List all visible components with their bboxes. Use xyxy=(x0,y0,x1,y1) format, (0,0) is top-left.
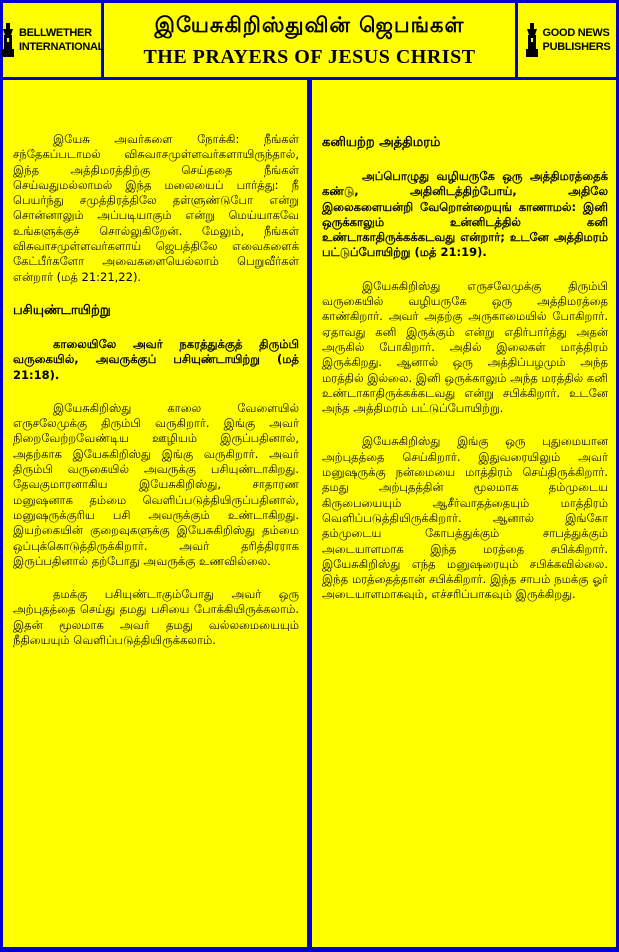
logo-line-2: PUBLISHERS xyxy=(542,41,611,53)
body-paragraph: இயேசுகிறிஸ்து எருசலேமுக்கு திரும்பி வருகையில் வழியருகே ஒரு அத்திமரத்தை காண்கிறார். அவர் அதற்கு அருகாமையில் போகிறார். ஏதாவது கனி இருக்கும் என்று எதிர்பார்த்து அதன் அருகில் போகிறார். அதில் இலைகள் மாத்திரம் இருக்கிறது. ஆனால் ஒரு அத்திப்பழமும் அந்த மரத்தில் இல்லை. இனி ஒருக்காலும் அந்த மரத்தில் கனி உண்டாகாதிருக்கக்கடவது என்று சபிக்கிறார். உடனே அந்த அத்திமரம் பட்டுப்போயிற்று. xyxy=(322,278,608,416)
section-heading: கனியற்ற அத்திமரம் xyxy=(322,135,441,150)
right-column xyxy=(312,80,616,947)
intro-paragraph: இயேசு அவர்களை நோக்கி: நீங்கள் சந்தேகப்படாமல் விசுவாசமுள்ளவர்களாயிருந்தால், இந்த அத்திமரத்திற்கு செய்ததை நீங்கள் செய்வதுமல்லாமல் இந்த மலையைப் பார்த்து: நீ பெயர்ந்து சமுத்திரத்திலே தள்ளுண்டுபோ என்று சொன்னாலும் அப்படியாகும் என்று மெய்யாகவே உங்களுக்குச் சொல்லுகிறேன். மேலும், நீங்கள் விசுவாசமுள்ளவர்களாய் ஜெபத்திலே எவைகளைக் கேட்பீர்களோ அவைகளையெல்லாம் பெறுவீர்கள் என்றார் (மத் 21:21,22). xyxy=(13,132,299,284)
logo-line-1: BELLWETHER xyxy=(18,27,92,39)
title-english: THE PRAYERS OF JESUS CHRIST xyxy=(143,45,476,68)
bell-tower-icon xyxy=(524,23,540,57)
body-paragraph: இயேசுகிறிஸ்து காலை வேளையில் எருசலேமுக்கு திரும்பி வருகிறார். இங்கு அவர் நிறைவேற்றவேண்டிய ஊழியம் இருப்பதினால், அதற்காக இயேசுகிறிஸ்து இங்கு வருகிறார். அவர் திரும்பி வருகையில் அவருக்கு பசியுண்டாகிறது. தேவகுமாரனாகிய இயேசுகிறிஸ்து, சாதாரண மனுஷனாக தம்மை வெளிப்படுத்தியிருப்பதினால், மனுஷருக்குரிய பசி அவருக்கும் உண்டாகிறது. இயற்கையின் குறைவுகளுக்கு இயேசுகிறிஸ்து தம்மை ஒப்புக்கொடுத்திருக்கிறார். அவர் தரித்திரராக இருப்பதினால் தற்போது அவருக்கு உணவில்லை. xyxy=(13,400,299,568)
verse-quote: காலையிலே அவர் நகரத்துக்குத் திரும்பி வருகையில், அவருக்குப் பசியுண்டாயிற்று (மத் 21:18). xyxy=(13,336,299,382)
body-paragraph: தமக்கு பசியுண்டாகும்போது அவர் ஒரு அற்புதத்தை செய்து தமது பசியை போக்கியிருக்கலாம். இதன் மூலமாக அவர் தமது வல்லமையையும் நீதியையும் வெளிப்படுத்தியிருக்கலாம். xyxy=(13,587,299,648)
verse-quote: அப்பொழுது வழியருகே ஒரு அத்திமரத்தைக் கண்டு, அதினிடத்திற்போய், அதிலே இலைகளையன்றி வேறொன்றையுங் காணாமல்: இனி ஒருக்காலும் உன்னிடத்தில் கனி உண்டாகாதிருக்கக்கடவது என்றார்; உடனே அத்திமரம் பட்டுப்போயிற்று (மத் 21:19). xyxy=(322,169,608,260)
logo-line-1: GOOD NEWS xyxy=(542,27,610,39)
bell-tower-icon xyxy=(0,23,16,57)
good-news-logo xyxy=(518,3,616,77)
title-tamil: இயேசுகிறிஸ்துவின் ஜெபங்கள் xyxy=(154,11,465,37)
header xyxy=(3,3,616,77)
left-column xyxy=(3,80,307,947)
logo-line-2: INTERNATIONAL xyxy=(18,41,105,53)
section-heading: பசியுண்டாயிற்று xyxy=(13,302,111,318)
bellwether-logo xyxy=(3,3,105,77)
title-banner xyxy=(104,3,515,77)
body-paragraph: இயேசுகிறிஸ்து இங்கு ஒரு புதுமையான அற்புதத்தை செய்கிறார். இதுவரையிலும் அவர் மனுஷருக்கு நன்மையை மாத்திரம் செய்திருக்கிறார். தமது அற்புதத்தின் மூலமாக தம்முடைய கிருபையையும் ஆசீர்வாதத்தையும் மாத்திரம் வெளிப்படுத்தியிருக்கிறார். ஆனால் இங்கோ தம்முடைய கோபத்துக்கும் சாபத்துக்கும் அடையாளமாக இந்த மரத்தை சபிக்கிறார். இயேசுகிறிஸ்து எந்த மனுஷரையும் சபிக்கவில்லை. இந்த மரத்தைத்தான் சபிக்கிறார். இந்த சாபம் நமக்கு ஓர் அடையாளமாகவும், எச்சரிப்பாகவும் இருக்கிறது. xyxy=(322,434,608,602)
